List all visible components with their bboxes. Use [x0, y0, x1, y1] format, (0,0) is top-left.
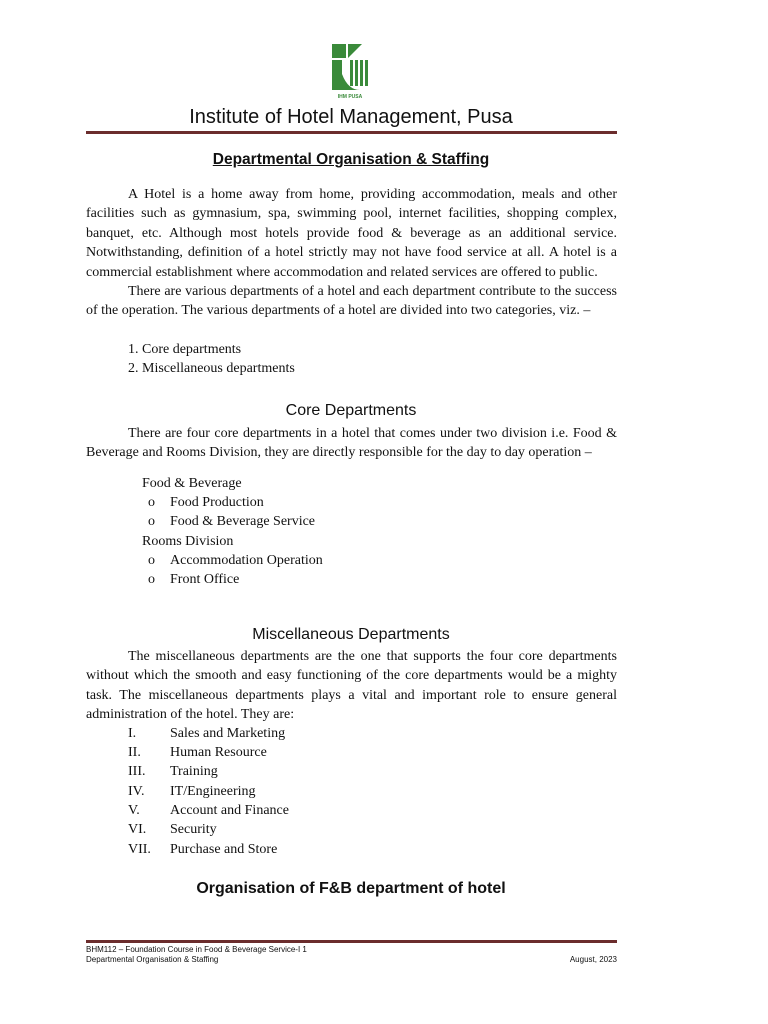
list-item: o Food Production — [148, 495, 264, 510]
footer-course: BHM112 – Foundation Course in Food & Beverage Service-I 1 — [86, 945, 307, 954]
footer-topic: Departmental Organisation & Staffing — [86, 955, 219, 964]
list-item: V. Account and Finance — [128, 803, 289, 818]
ihm-leaf-logo-icon — [332, 44, 368, 102]
category-item: 1. Core departments — [128, 342, 242, 357]
document-title: Departmental Organisation & Staffing — [212, 151, 490, 168]
core-paragraph: There are four core departments in a hotel that comes under two division i.e. Food & Beverage and Rooms Division, they are directly responsible for the day to day operation – — [86, 426, 617, 461]
fb-organisation-heading: Organisation of F&B department of hotel — [196, 880, 506, 897]
list-item: VI. Security — [128, 822, 217, 837]
list-item: o Accommodation Operation — [148, 553, 323, 568]
list-item: II. Human Resource — [128, 745, 267, 760]
intro-paragraph-2: There are various departments of a hotel and each department contribute to the success of the operation. The various departments of a hotel are divided into two categories, viz. – — [86, 284, 617, 319]
list-item: VII. Purchase and Store — [128, 842, 278, 857]
list-item: o Food & Beverage Service — [148, 514, 316, 529]
bullet-icon — [100, 532, 142, 551]
intro-paragraph-1: A Hotel is a home away from home, providing accommodation, meals and other facilities such as gymnasium, spa, swimming pool, internet facilities, shopping complex, banquet, etc. Although most hotels provide food & beverage as an additional service. Notwithstanding, definition of a hotel strictly may not have food service at all. A hotel is a commercial establishment where accommodation and related services are offered to public. — [86, 187, 617, 280]
category-item: 2. Miscellaneous departments — [128, 361, 295, 376]
core-departments-heading: Core Departments — [285, 402, 417, 419]
header-rule — [86, 131, 617, 134]
footer-line-2 — [86, 955, 617, 964]
footer-rule — [86, 940, 617, 943]
list-item: Rooms Division — [100, 532, 233, 551]
logo-text: IHM PUSA — [337, 94, 363, 100]
list-item: III. Training — [128, 764, 218, 779]
list-item: o Front Office — [148, 572, 240, 587]
list-item: I. Sales and Marketing — [128, 726, 286, 741]
bullet-icon — [100, 474, 142, 493]
list-item: IV. IT/Engineering — [128, 784, 256, 799]
list-item: Food & Beverage — [100, 474, 242, 493]
footer-date: August, 2023 — [569, 955, 617, 964]
institute-title: Institute of Hotel Management, Pusa — [189, 106, 513, 128]
misc-departments-heading: Miscellaneous Departments — [252, 626, 450, 643]
misc-paragraph: The miscellaneous departments are the one that supports the four core departments without which the smooth and easy functioning of the core departments would be a mighty task. The miscellaneous departments plays a vital and important role to ensure general administration of the hotel. They are: — [86, 649, 617, 723]
